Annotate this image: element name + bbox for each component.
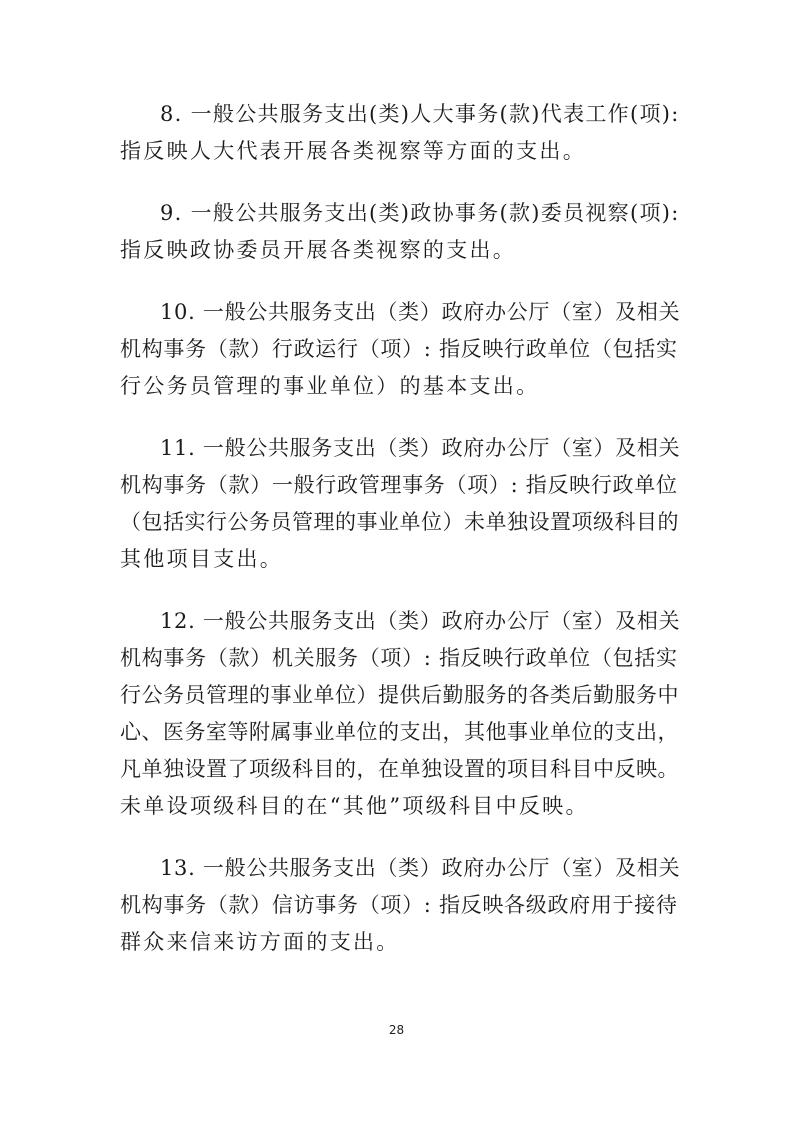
text-line: 指反映政协委员开展各类视察的支出。 — [120, 238, 517, 262]
text-line: 未单设项级科目的在“其他”项级科目中反映。 — [120, 794, 589, 818]
text-line: 13. 一般公共服务支出（类）政府办公厅（室）及相关 — [160, 856, 681, 880]
paragraph-item-8 — [120, 96, 680, 170]
text-line: 行公务员管理的事业单位）提供后勤服务的各类后勤服务中 — [120, 683, 679, 707]
text-line: 9. 一般公共服务支出(类)政协事务(款)委员视察(项): — [160, 201, 680, 225]
text-line: 机构事务（款）行政运行（项）: 指反映行政单位（包括实 — [120, 337, 678, 361]
body-text — [120, 96, 680, 986]
paragraph-item-13 — [120, 850, 680, 961]
paragraph-item-11 — [120, 430, 680, 578]
text-line: 群众来信来访方面的支出。 — [120, 930, 400, 954]
text-line: 机构事务（款）一般行政管理事务（项）: 指反映行政单位 — [120, 473, 678, 497]
text-line: 其他项目支出。 — [120, 547, 284, 571]
text-line: （包括实行公务员管理的事业单位）未单独设置项级科目的 — [120, 510, 679, 534]
paragraph-item-9 — [120, 195, 680, 269]
text-line: 心、医务室等附属事业单位的支出，其他事业单位的支出， — [120, 720, 679, 744]
text-line: 机构事务（款）信访事务（项）: 指反映各级政府用于接待 — [120, 893, 678, 917]
text-line: 10. 一般公共服务支出（类）政府办公厅（室）及相关 — [160, 300, 681, 324]
text-line: 机构事务（款）机关服务（项）: 指反映行政单位（包括实 — [120, 646, 678, 670]
paragraph-item-12 — [120, 603, 680, 825]
page-number: 28 — [388, 1023, 405, 1037]
text-line: 指反映人大代表开展各类视察等方面的支出。 — [120, 139, 586, 163]
paragraph-item-10 — [120, 294, 680, 405]
text-line: 11. 一般公共服务支出（类）政府办公厅（室）及相关 — [160, 436, 681, 460]
text-line: 12. 一般公共服务支出（类）政府办公厅（室）及相关 — [160, 609, 681, 633]
text-line: 行公务员管理的事业单位）的基本支出。 — [120, 374, 540, 398]
text-line: 8. 一般公共服务支出(类)人大事务(款)代表工作(项): — [160, 102, 680, 126]
text-line: 凡单独设置了项级科目的，在单独设置的项目科目中反映。 — [120, 757, 679, 781]
